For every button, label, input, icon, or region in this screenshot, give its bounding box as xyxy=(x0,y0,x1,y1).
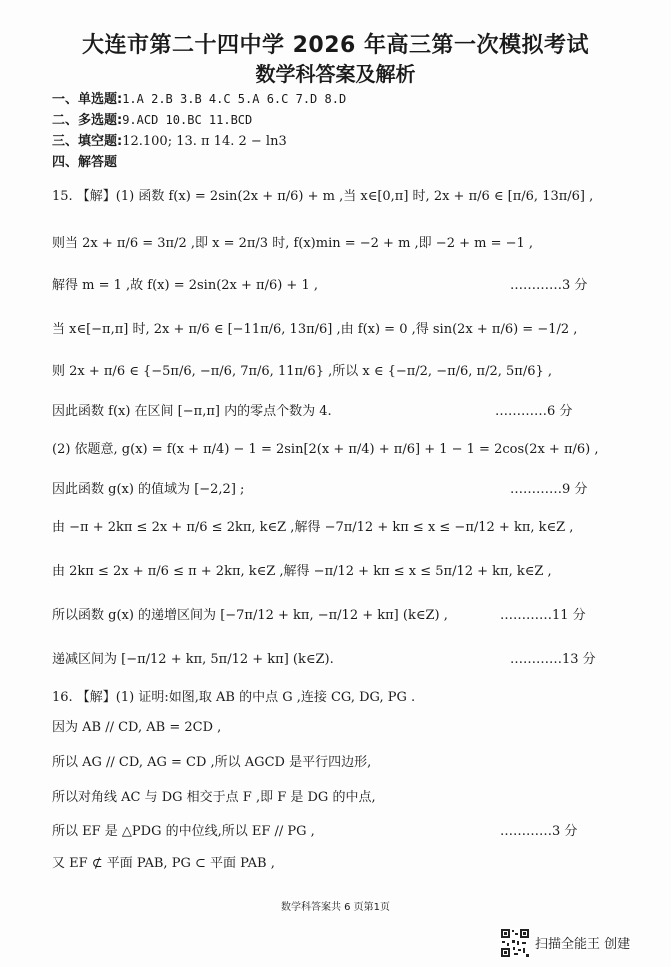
page-footer: 数学科答案共 6 页第1页 xyxy=(280,902,391,913)
q15-line-7: (2) 依题意, g(x) = f(x + π/4) − 1 = 2sin[2(x + π/4) + π/6] + 1 − 1 = 2cos(2x + π/6) , xyxy=(52,442,599,457)
q15-line-9: 由 −π + 2kπ ≤ 2x + π/6 ≤ 2kπ, k∈Z ,解得 −7π/12 + kπ ≤ x ≤ −π/12 + kπ, k∈Z , xyxy=(52,520,574,535)
exam-title: 大连市第二十四中学 2026 年高三第一次模拟考试 xyxy=(81,33,590,58)
multi-choice-label: 二、多选题: xyxy=(52,113,123,128)
q15-line-1: 15. 【解】(1) 函数 f(x) = 2sin(2x + π/6) + m ,当 x∈[0,π] 时, 2x + π/6 ∈ [π/6, 13π/6] , xyxy=(52,189,594,204)
multi-choice-answers: 9.ACD 10.BC 11.BCD xyxy=(122,113,253,127)
fill-blank-row xyxy=(52,130,287,149)
q15-line-8: 因此函数 g(x) 的值域为 [−2,2] ; xyxy=(52,482,245,497)
q15-line-6: 因此函数 f(x) 在区间 [−π,π] 内的零点个数为 4. xyxy=(52,404,332,419)
q16-line-1: 16. 【解】(1) 证明:如图,取 AB 的中点 G ,连接 CG, DG, PG . xyxy=(52,690,416,705)
q15-score-9: …………9 分 xyxy=(510,482,588,497)
q15-line-5: 则 2x + π/6 ∈ {−5π/6, −π/6, 7π/6, 11π/6} ,所以 x ∈ {−π/2, −π/6, π/2, 5π/6} , xyxy=(52,364,553,379)
q15-score-3: …………3 分 xyxy=(510,278,588,293)
q16-line-5: 所以 EF 是 △PDG 的中位线,所以 EF // PG , xyxy=(52,824,315,839)
single-choice-row xyxy=(52,88,346,107)
q15-line-4: 当 x∈[−π,π] 时, 2x + π/6 ∈ [−11π/6, 13π/6] ,由 f(x) = 0 ,得 sin(2x + π/6) = −1/2 , xyxy=(52,322,578,337)
qr-code-icon xyxy=(500,928,530,958)
exam-subtitle: 数学科答案及解析 xyxy=(255,62,416,86)
q15-score-13: …………13 分 xyxy=(510,652,596,667)
q15-line-3: 解得 m = 1 ,故 f(x) = 2sin(2x + π/6) + 1 , xyxy=(52,278,318,293)
q16-line-6: 又 EF ⊄ 平面 PAB, PG ⊂ 平面 PAB , xyxy=(52,856,275,871)
q15-line-12: 递减区间为 [−π/12 + kπ, 5π/12 + kπ] (k∈Z). xyxy=(52,652,334,667)
fill-blank-label: 三、填空题: xyxy=(52,134,123,149)
scanner-watermark: 扫描全能王 创建 xyxy=(535,937,631,952)
single-choice-answers: 1.A 2.B 3.B 4.C 5.A 6.C 7.D 8.D xyxy=(122,92,347,106)
q15-score-11: …………11 分 xyxy=(500,608,586,623)
single-choice-label: 一、单选题: xyxy=(52,92,123,107)
q16-line-4: 所以对角线 AC 与 DG 相交于点 F ,即 F 是 DG 的中点, xyxy=(52,790,376,805)
q16-line-2: 因为 AB // CD, AB = 2CD , xyxy=(52,720,222,735)
q15-line-11: 所以函数 g(x) 的递增区间为 [−7π/12 + kπ, −π/12 + kπ] (k∈Z) , xyxy=(52,608,448,623)
q15-score-6: …………6 分 xyxy=(495,404,573,419)
q15-line-10: 由 2kπ ≤ 2x + π/6 ≤ π + 2kπ, k∈Z ,解得 −π/12 + kπ ≤ x ≤ 5π/12 + kπ, k∈Z , xyxy=(52,564,552,579)
q16-score-3: …………3 分 xyxy=(500,824,578,839)
q16-line-3: 所以 AG // CD, AG = CD ,所以 AGCD 是平行四边形, xyxy=(52,755,372,770)
multi-choice-row xyxy=(52,109,252,128)
solve-section-heading: 四、解答题 xyxy=(52,155,118,170)
fill-blank-answers: 12.100; 13. π 14. 2 − ln3 xyxy=(122,134,287,149)
q15-line-2: 则当 2x + π/6 = 3π/2 ,即 x = 2π/3 时, f(x)min = −2 + m ,即 −2 + m = −1 , xyxy=(52,236,534,251)
